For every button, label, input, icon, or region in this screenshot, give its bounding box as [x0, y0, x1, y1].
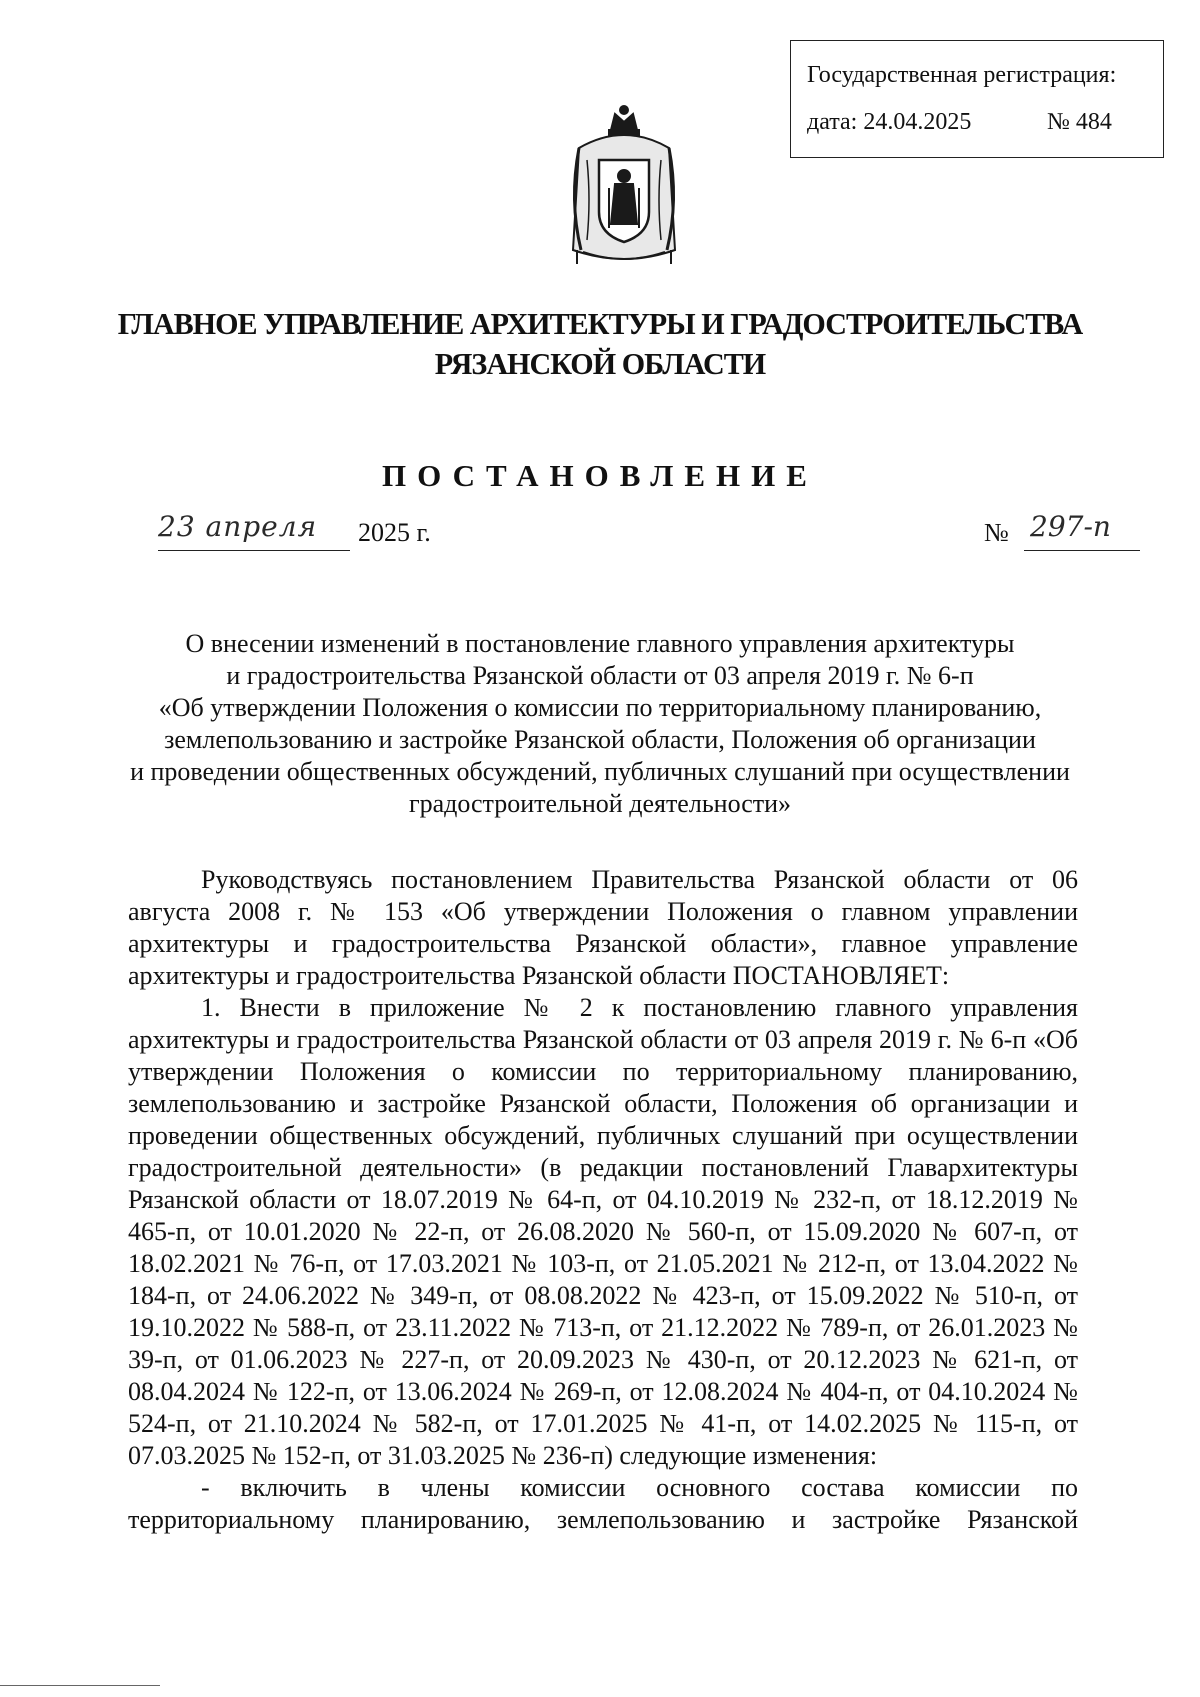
document-subject [120, 628, 1080, 820]
bullet-paragraph: - включить в члены комиссии основного состава комиссии по территориальному планированию, землепользованию и застройке Рязанской [128, 1473, 1078, 1534]
subject-line: и проведении общественных обсуждений, публичных слушаний при осуществлении [130, 757, 1070, 786]
registration-title: Государственная регистрация: [807, 62, 1117, 88]
issue-number [984, 510, 1134, 552]
handwritten-date: 23 апреля [158, 510, 350, 551]
registration-date: дата: 24.04.2025 [807, 108, 972, 135]
document-body [128, 864, 1078, 1536]
registration-stamp [790, 40, 1164, 158]
registration-number: № 484 [1047, 108, 1112, 135]
footer-divider [0, 1685, 160, 1686]
issue-line [158, 510, 1111, 560]
handwritten-number: 297-п [1024, 510, 1140, 551]
subject-line: О внесении изменений в постановление главного управления архитектуры [185, 629, 1015, 658]
organization-name-line-2: РЯЗАНСКОЙ ОБЛАСТИ [434, 346, 766, 381]
coat-of-arms-icon [565, 100, 683, 270]
item-1-paragraph: 1. Внести в приложение № 2 к постановлению главного управления архитектуры и градостроительства Рязанской области от 03 апреля 2019 г. № 6-п «Об утверждении Положения о комиссии по территориальному планированию, землепользованию и застройке Рязанской области, Положения об организации и проведении общественных обсуждений, публичных слушаний при осуществлении градостроительной деятельности» (в редакции постановлений Главархитектуры Рязанской области от 18.07.2019 № 64-п, от 04.10.2019 № 232-п, от 18.12.2019 № 465-п, от 10.01.2020 № 22-п, от 26.08.2020 № 560-п, от 15.09.2020 № 607-п, от 18.02.2021 № 76-п, от 17.03.2021 № 103-п, от 21.05.2021 № 212-п, от 13.04.2022 № 184-п, от 24.06.2022 № 349-п, от 08.08.2022 № 423-п, от 15.09.2022 № 510-п, от 19.10.2022 № 588-п, от 23.11.2022 № 713-п, от 21.12.2022 № 789-п, от 26.01.2023 № 39-п, от 01.06.2023 № 227-п, от 20.09.2023 № 430-п, от 20.12.2023 № 621-п, от 08.04.2024 № 122-п, от 13.06.2024 № 269-п, от 12.08.2024 № 404-п, от 04.10.2024 № 524-п, от 21.10.2024 № 582-п, от 17.01.2025 № 41-п, от 14.02.2025 № 115-п, от 07.03.2025 № 152-п, от 31.03.2025 № 236-п) следующие изменения: [128, 993, 1078, 1470]
preamble-paragraph: Руководствуясь постановлением Правительства Рязанской области от 06 августа 2008 г. № 153 «Об утверждении Положения о главном управлении архитектуры и градостроительства Рязанской области», главное управление архитектуры и градостроительства Рязанской области ПОСТАНОВЛЯЕТ: [128, 865, 1078, 990]
subject-line: градостроительной деятельности» [408, 789, 792, 818]
organization-name [115, 304, 1085, 384]
organization-name-line-1: ГЛАВНОЕ УПРАВЛЕНИЕ АРХИТЕКТУРЫ И ГРАДОСТРОИТЕЛЬСТВА [117, 306, 1083, 341]
subject-line: и градостроительства Рязанской области от 03 апреля 2019 г. № 6-п [226, 661, 974, 690]
registration-details [807, 108, 1163, 137]
subject-line: «Об утверждении Положения о комиссии по территориальному планированию, [158, 693, 1042, 722]
subject-line: землепользованию и застройке Рязанской области, Положения об организации [164, 725, 1036, 754]
issue-year: 2025 г. [358, 518, 431, 547]
number-sign: № [984, 518, 1009, 547]
document-type-heading: ПОСТАНОВЛЕНИЕ [382, 458, 818, 493]
